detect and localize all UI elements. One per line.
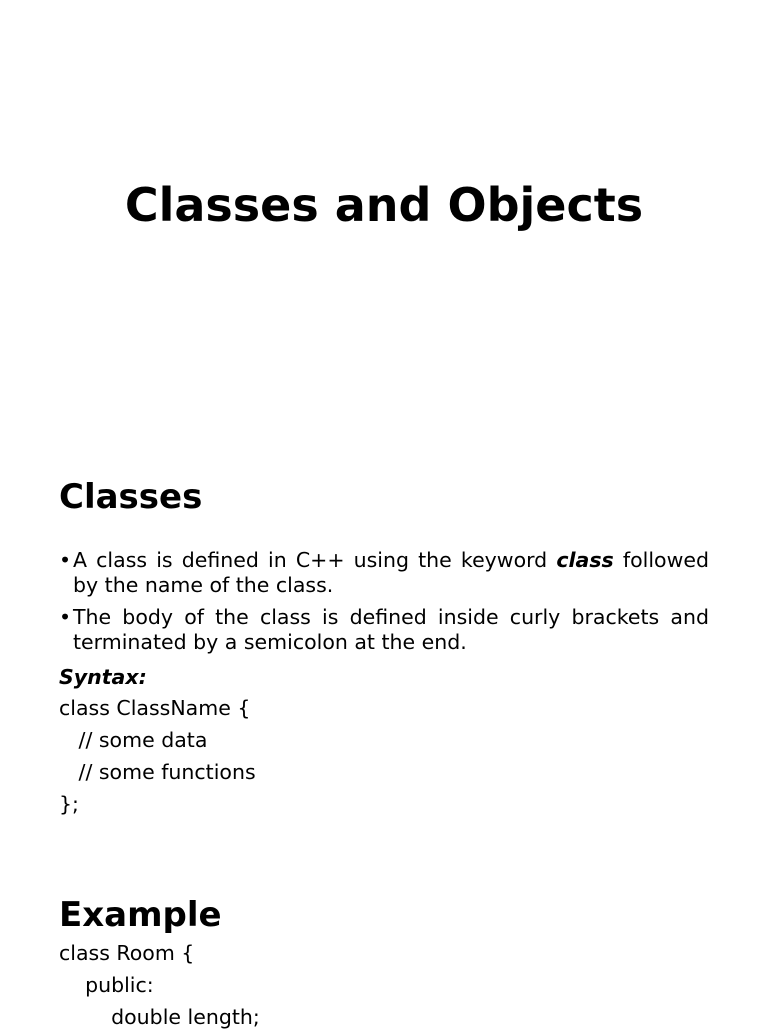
example-section bbox=[59, 894, 709, 1033]
syntax-code-line: }; bbox=[59, 792, 79, 816]
example-code-line: public: bbox=[59, 973, 154, 997]
bullet-item-keyword bbox=[59, 548, 709, 597]
class-keyword: class bbox=[556, 548, 614, 572]
bullet-text-before: A class is defined in C++ using the keyword bbox=[73, 548, 557, 572]
syntax-code-line: // some functions bbox=[59, 760, 256, 784]
syntax-label: Syntax: bbox=[59, 665, 147, 689]
syntax-code-block bbox=[59, 692, 709, 820]
bullet-text-after: followed by the name of the class. bbox=[73, 548, 709, 597]
syntax-code-line: class ClassName { bbox=[59, 696, 251, 720]
syntax-code-line: // some data bbox=[59, 728, 208, 752]
slide-title: Classes and Objects bbox=[124, 178, 644, 232]
classes-bullet-list bbox=[59, 548, 709, 654]
classes-section bbox=[59, 476, 709, 820]
bullet-item-body: • The body of the class is defined inside curly brackets and terminated by a semicolon at the end. bbox=[59, 605, 709, 654]
example-code-block bbox=[59, 937, 709, 1033]
classes-heading: Classes bbox=[59, 477, 203, 517]
example-code-line: double length; bbox=[59, 1005, 260, 1029]
example-code-line: class Room { bbox=[59, 941, 195, 965]
example-heading: Example bbox=[59, 895, 222, 935]
